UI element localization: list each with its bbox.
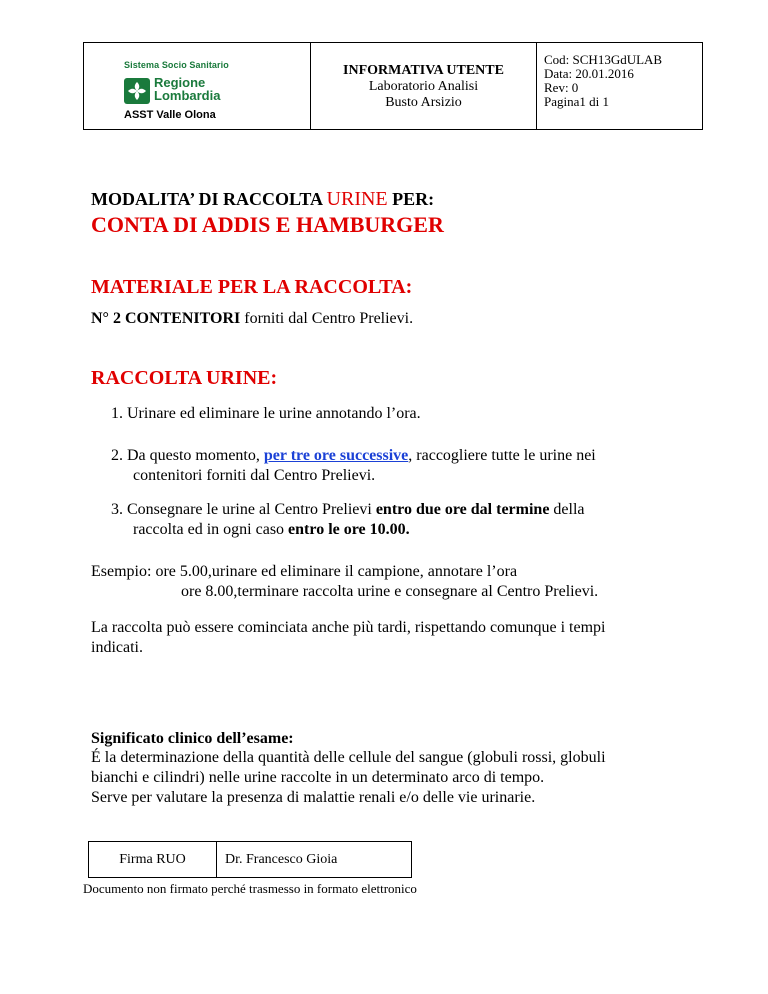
significato-line-2: bianchi e cilindri) nelle urine raccolte in un determinato arco di tempo.: [91, 769, 545, 786]
note-line-2: indicati.: [91, 639, 143, 656]
logo-system-text: Sistema Socio Sanitario: [124, 60, 229, 70]
regione-lombardia-logo-icon: [124, 78, 150, 104]
signature-name: Dr. Francesco Gioia: [225, 851, 338, 867]
materiale-text: N° 2 CONTENITORI forniti dal Centro Prelievi.: [91, 310, 414, 327]
significato-line-3: Serve per valutare la presenza di malattie renali e/o delle vie urinarie.: [91, 789, 536, 806]
step-3: 3. Consegnare le urine al Centro Prelievi entro due ore dal termine della: [111, 501, 585, 518]
note-line-1: La raccolta può essere cominciata anche più tardi, rispettando comunque i tempi: [91, 619, 606, 636]
signature-table: [88, 841, 412, 878]
materiale-heading: MATERIALE PER LA RACCOLTA:: [91, 276, 413, 298]
header-subtitle-1: Laboratorio Analisi: [368, 79, 479, 94]
step-2-cont: contenitori forniti dal Centro Prelievi.: [133, 467, 376, 484]
step-1: 1. Urinare ed eliminare le urine annotando l’ora.: [111, 405, 421, 422]
footer-note: Documento non firmato perché trasmesso in formato elettronico: [83, 881, 417, 896]
logo-cell: [84, 43, 311, 129]
header-title: INFORMATIVA UTENTE: [343, 63, 504, 78]
doc-date: Data: 20.01.2016: [544, 66, 634, 81]
esempio-line-1: Esempio: ore 5.00,urinare ed eliminare il campione, annotare l’ora: [91, 563, 518, 580]
header-subtitle-2: Busto Arsizio: [385, 95, 462, 110]
logo-region: Regione Lombardia: [154, 75, 221, 103]
step-3-cont: raccolta ed in ogni caso entro le ore 10.00.: [133, 521, 410, 538]
doc-page: Pagina1 di 1: [544, 94, 609, 109]
step-2-link[interactable]: per tre ore successive: [263, 447, 409, 464]
step-2: 2. Da questo momento, per tre ore successive, raccogliere tutte le urine nei: [111, 447, 596, 464]
title-highlight: URINE: [326, 188, 388, 210]
header-doc-info: [537, 43, 702, 129]
header-center: [311, 43, 537, 129]
header-table: [83, 42, 703, 130]
significato-heading: Significato clinico dell’esame:: [91, 730, 294, 747]
signature-label: Firma RUO: [89, 842, 217, 877]
title-line-2: CONTA DI ADDIS E HAMBURGER: [91, 212, 444, 237]
raccolta-heading: RACCOLTA URINE:: [91, 367, 278, 389]
doc-rev: Rev: 0: [544, 80, 579, 95]
title-line-1: MODALITA’ DI RACCOLTA URINE PER:: [91, 188, 435, 210]
logo-asst: ASST Valle Olona: [124, 109, 216, 121]
doc-code: Cod: SCH13GdULAB: [544, 52, 663, 67]
significato-line-1: É la determinazione della quantità delle cellule del sangue (globuli rossi, globuli: [91, 749, 606, 766]
esempio-line-2: ore 8.00,terminare raccolta urine e consegnare al Centro Prelievi.: [181, 583, 599, 600]
